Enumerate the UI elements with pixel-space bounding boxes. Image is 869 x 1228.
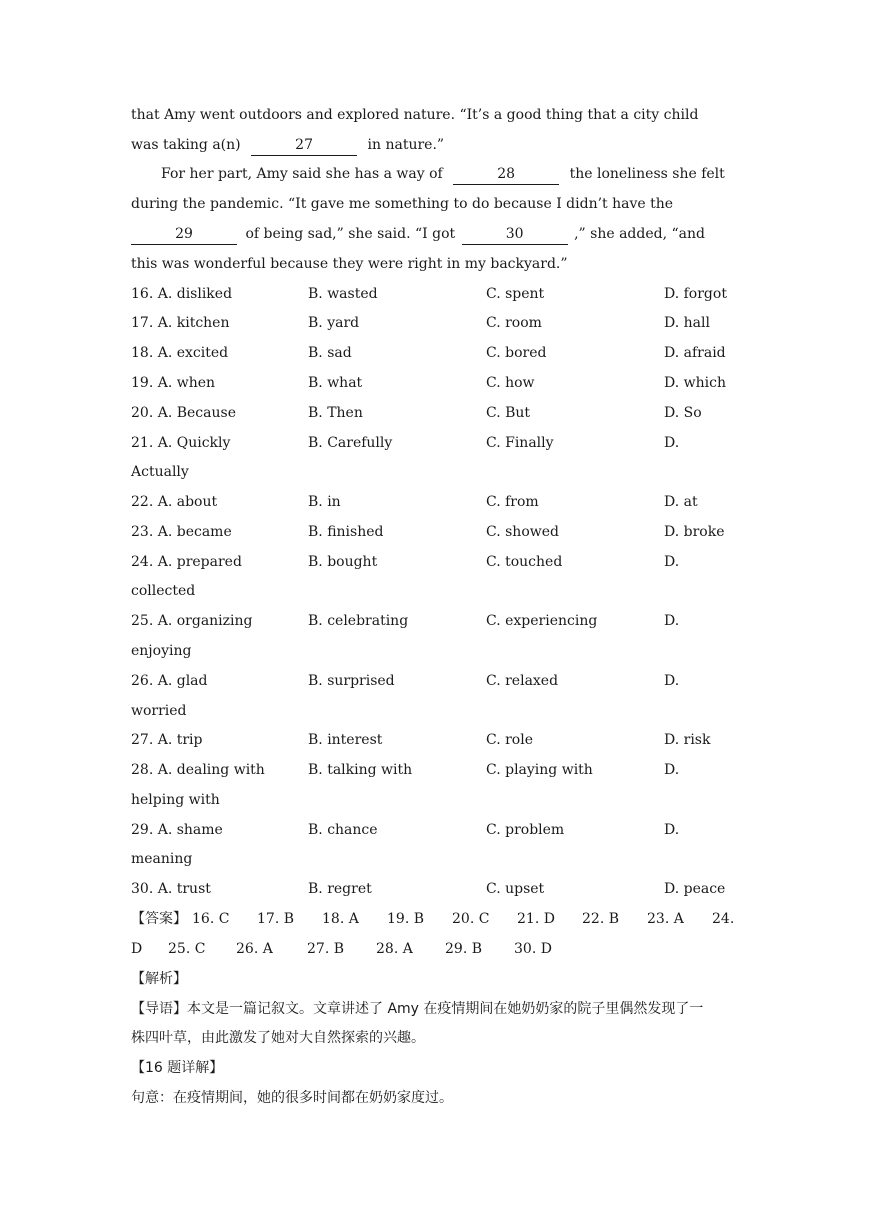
question-19 <box>131 368 741 398</box>
blank-30: 30 <box>462 224 568 245</box>
question-option-b: B. wasted <box>308 286 378 302</box>
question-option-a: 23. A. became <box>131 524 232 540</box>
question-option-c: C. relaxed <box>486 673 559 689</box>
question-option-b: B. celebrating <box>308 613 409 629</box>
answer-item: 25. C <box>168 941 206 957</box>
question-20 <box>131 398 741 428</box>
answer-item: 22. B <box>582 911 620 927</box>
question-option-a: 24. A. prepared <box>131 554 242 570</box>
answer-item: 24. <box>712 911 735 927</box>
question-option-d: D. broke <box>664 524 725 540</box>
question-option-b: B. talking with <box>308 762 413 778</box>
question-option-a: 20. A. Because <box>131 405 236 421</box>
question-option-a: 22. A. about <box>131 494 218 510</box>
passage-line <box>131 100 741 130</box>
analysis-heading: 【解析】 <box>131 971 187 987</box>
question-option-d: D. <box>664 762 680 778</box>
question-28-wrap <box>131 785 741 815</box>
question-option-a: 21. A. Quickly <box>131 435 231 451</box>
question-option-a: 27. A. trip <box>131 732 203 748</box>
passage-text: For her part, Amy said she has a way of <box>161 166 443 182</box>
answer-item: 30. D <box>514 941 552 957</box>
answer-item: 20. C <box>452 911 490 927</box>
blank-27: 27 <box>251 135 357 156</box>
answer-item: 28. A <box>376 941 413 957</box>
question-option-a: 25. A. organizing <box>131 613 253 629</box>
question-option-b: B. chance <box>308 822 378 838</box>
question-option-d: D. forgot <box>664 286 727 302</box>
question-option-d-text: helping with <box>131 792 220 808</box>
question-option-d: D. at <box>664 494 698 510</box>
question-option-b: B. in <box>308 494 341 510</box>
answer-item: 27. B <box>307 941 345 957</box>
question-24-wrap <box>131 576 741 606</box>
question-21-wrap <box>131 457 741 487</box>
answer-item: 16. C <box>192 911 230 927</box>
question-option-d: D. <box>664 435 680 451</box>
answer-item: D <box>131 941 143 957</box>
question-16 <box>131 279 741 309</box>
question-option-a: 26. A. glad <box>131 673 208 689</box>
question-option-c: C. bored <box>486 345 547 361</box>
question-option-d: D. <box>664 673 680 689</box>
question-23 <box>131 517 741 547</box>
passage-text: of being sad,” she said. “I got <box>245 226 456 242</box>
answer-item: 29. B <box>445 941 483 957</box>
answer-item: 23. A <box>647 911 684 927</box>
question-option-c: C. room <box>486 315 542 331</box>
question-option-c: C. spent <box>486 286 545 302</box>
question-22 <box>131 487 741 517</box>
question-25-wrap <box>131 636 741 666</box>
passage-line <box>131 189 741 219</box>
question-option-d-text: worried <box>131 703 187 719</box>
question-option-b: B. yard <box>308 315 360 331</box>
guide-text: 【导语】本文是一篇记叙文。文章讲述了 Amy 在疫情期间在她奶奶家的院子里偶然发现了一 <box>131 1001 704 1017</box>
passage-line <box>131 130 741 160</box>
question-option-c: C. But <box>486 405 531 421</box>
passage-text: ,” she added, “and <box>574 226 705 242</box>
question-option-a: 30. A. trust <box>131 881 211 897</box>
guide-text: 株四叶草，由此激发了她对大自然探索的兴趣。 <box>131 1030 425 1046</box>
question-option-c: C. showed <box>486 524 559 540</box>
answer-item: 17. B <box>257 911 295 927</box>
q16-text: 句意：在疫情期间，她的很多时间都在奶奶家度过。 <box>131 1090 453 1106</box>
answer-key-line <box>131 904 741 934</box>
question-option-b: B. bought <box>308 554 378 570</box>
question-25 <box>131 606 741 636</box>
question-option-c: C. experiencing <box>486 613 598 629</box>
question-option-a: 29. A. shame <box>131 822 223 838</box>
question-option-b: B. Then <box>308 405 363 421</box>
passage-text: this was wonderful because they were right in my backyard.” <box>131 256 568 272</box>
blank-28: 28 <box>453 164 559 185</box>
answer-item: 18. A <box>322 911 359 927</box>
question-26-wrap <box>131 696 741 726</box>
passage-text: that Amy went outdoors and explored nature. “It’s a good thing that a city child <box>131 107 699 123</box>
q16-heading: 【16 题详解】 <box>131 1060 224 1076</box>
question-option-d-text: Actually <box>131 464 189 480</box>
blank-29: 29 <box>131 224 237 245</box>
question-option-d: D. hall <box>664 315 710 331</box>
question-29-wrap <box>131 844 741 874</box>
question-28 <box>131 755 741 785</box>
question-option-d: D. afraid <box>664 345 726 361</box>
question-option-d: D. risk <box>664 732 711 748</box>
question-option-d-text: meaning <box>131 851 193 867</box>
question-option-c: C. Finally <box>486 435 554 451</box>
question-option-b: B. interest <box>308 732 383 748</box>
question-option-d-text: enjoying <box>131 643 192 659</box>
passage-line <box>131 249 741 279</box>
question-option-c: C. from <box>486 494 539 510</box>
passage-line <box>131 159 741 189</box>
question-29 <box>131 815 741 845</box>
question-17 <box>131 308 741 338</box>
question-option-a: 16. A. disliked <box>131 286 233 302</box>
question-option-c: C. upset <box>486 881 545 897</box>
answer-item: 26. A <box>236 941 273 957</box>
question-27 <box>131 725 741 755</box>
question-option-a: 18. A. excited <box>131 345 229 361</box>
question-option-a: 17. A. kitchen <box>131 315 230 331</box>
question-option-c: C. how <box>486 375 535 391</box>
question-option-d: D. which <box>664 375 726 391</box>
question-option-a: 19. A. when <box>131 375 216 391</box>
answer-item: 19. B <box>387 911 425 927</box>
passage-text: during the pandemic. “It gave me something to do because I didn’t have the <box>131 196 674 212</box>
question-21 <box>131 428 741 458</box>
question-option-d-text: collected <box>131 583 196 599</box>
question-26 <box>131 666 741 696</box>
answer-key-line <box>131 934 741 964</box>
question-option-b: B. finished <box>308 524 384 540</box>
question-option-c: C. problem <box>486 822 565 838</box>
passage-text: was taking a(n) <box>131 137 241 153</box>
question-option-d: D. <box>664 613 680 629</box>
question-option-b: B. what <box>308 375 363 391</box>
question-option-d: D. peace <box>664 881 726 897</box>
question-30 <box>131 874 741 904</box>
question-option-b: B. surprised <box>308 673 395 689</box>
question-option-d: D. So <box>664 405 702 421</box>
answer-label: 【答案】 <box>131 911 187 927</box>
question-option-d: D. <box>664 554 680 570</box>
passage-text: in nature.” <box>367 137 445 153</box>
question-option-c: C. touched <box>486 554 563 570</box>
question-option-a: 28. A. dealing with <box>131 762 265 778</box>
question-24 <box>131 547 741 577</box>
question-option-d: D. <box>664 822 680 838</box>
passage-text: the loneliness she felt <box>569 166 725 182</box>
passage-line <box>131 219 741 249</box>
question-option-c: C. playing with <box>486 762 593 778</box>
question-18 <box>131 338 741 368</box>
question-option-b: B. Carefully <box>308 435 393 451</box>
answer-item: 21. D <box>517 911 555 927</box>
question-option-b: B. sad <box>308 345 352 361</box>
question-option-b: B. regret <box>308 881 372 897</box>
question-option-c: C. role <box>486 732 533 748</box>
